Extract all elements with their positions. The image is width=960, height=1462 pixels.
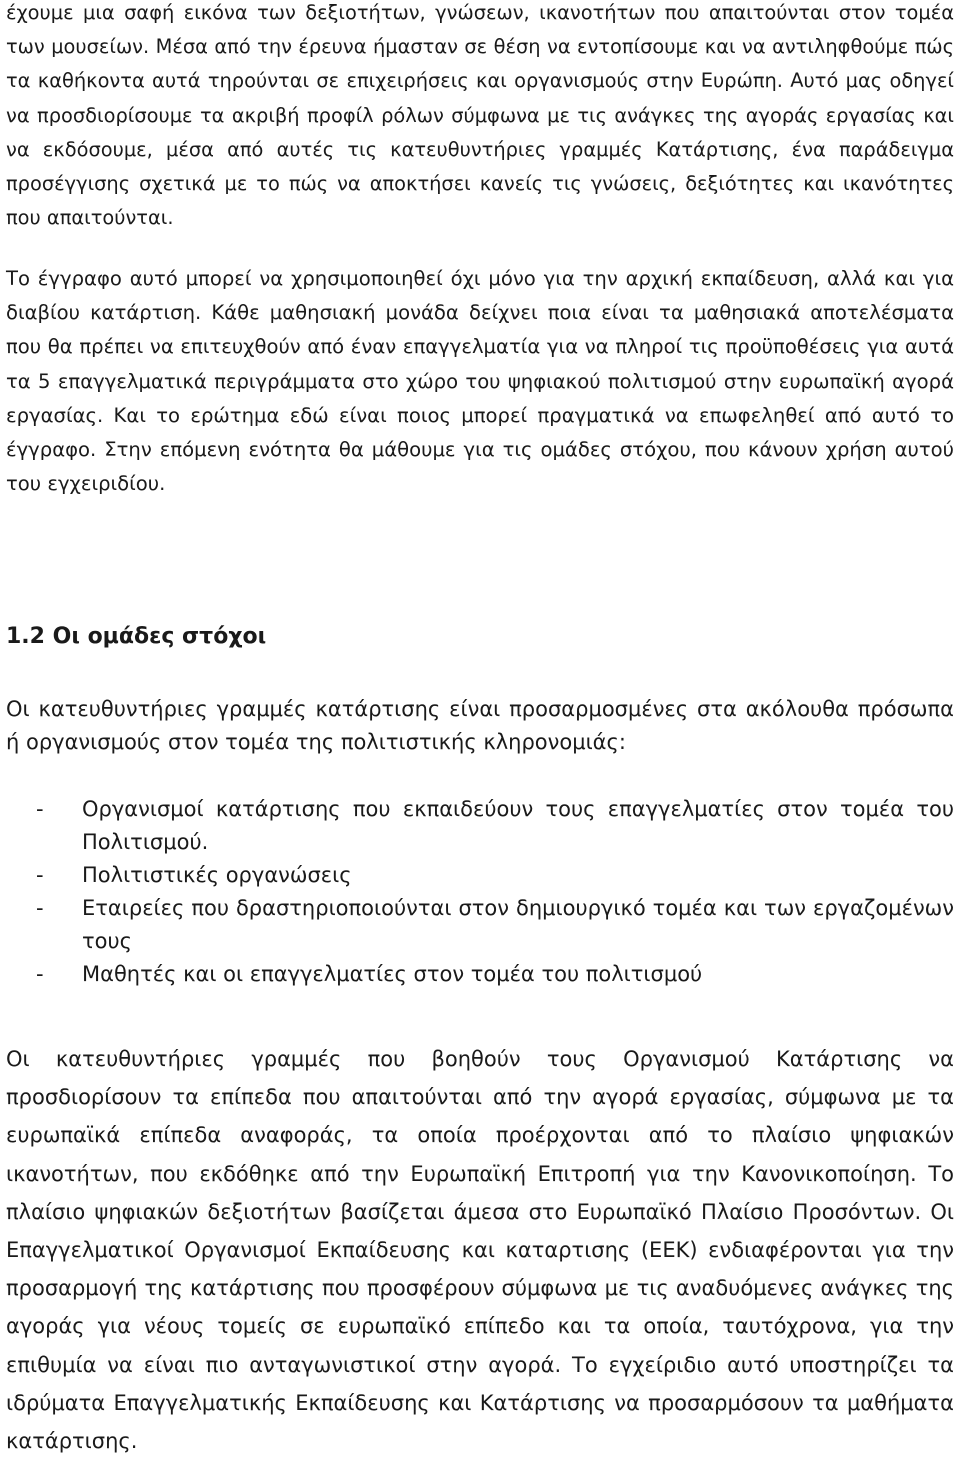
list-item-text: Εταιρείες που δραστηριοποιούνται στον δημιουργικό τομέα και των εργαζομένων τους <box>82 896 954 953</box>
list-item-text: Μαθητές και οι επαγγελματίες στον τομέα του πολιτισμού <box>82 962 703 986</box>
list-item <box>6 793 954 859</box>
list-item-text: Οργανισμοί κατάρτισης που εκπαιδεύουν τους επαγγελματίες στον τομέα του Πολιτισμού. <box>82 797 954 854</box>
bullet-dash: - <box>36 863 44 887</box>
bullet-dash: - <box>36 962 44 986</box>
paragraph-continuation: έχουμε μια σαφή εικόνα των δεξιοτήτων, γνώσεων, ικανοτήτων που απαιτούνται στον τομέα των μουσείων. Μέσα από την έρευνα ήμασταν σε θέση να εντοπίσουμε και να αντιληφθούμε πώς τα καθήκοντα αυτά τηρούνται σε επιχειρήσεις και οργανισμούς στην Ευρώπη. Αυτό μας οδηγεί να προσδιορίσουμε τα ακριβή προφίλ ρόλων σύμφωνα με τις ανάγκες της αγοράς εργασίας και να εκδόσουμε, μέσα από αυτές τις κατευθυντήριες γραμμές Κατάρτισης, ένα παράδειγμα προσέγγισης σχετικά με το πώς να αποκτήσει κανείς τις γνώσεις, δεξιότητες και ικανότητες που απαιτούνται. <box>6 1 954 230</box>
section-heading: 1.2 Οι ομάδες στόχοι <box>6 624 267 649</box>
list-item-text: Πολιτιστικές οργανώσεις <box>82 863 352 887</box>
paragraph-document-usage: Το έγγραφο αυτό μπορεί να χρησιμοποιηθεί όχι μόνο για την αρχική εκπαίδευση, αλλά και για διαβίου κατάρτιση. Κάθε μαθησιακή μονάδα δείχνει ποια είναι τα μαθησιακά αποτελέσματα που θα πρέπει να επιτευχθούν από έναν επαγγελματία για να πληροί τις προϋποθέσεις για αυτά τα 5 επαγγελματικά περιγράμματα στο χώρο του ψηφιακού πολιτισμού στην ευρωπαϊκή αγορά εργασίας. Και το ερώτημα εδώ είναι ποιος μπορεί πραγματικά να επωφεληθεί από αυτό το έγγραφο. Στην επόμενη ενότητα θα μάθουμε για τις ομάδες στόχου, που κάνουν χρήση αυτού του εγχειριδίου. <box>6 267 954 496</box>
list-item <box>6 892 954 958</box>
list-item <box>6 859 954 892</box>
paragraph-target-groups-intro: Οι κατευθυντήριες γραμμές κατάρτισης είναι προσαρμοσμένες στα ακόλουθα πρόσωπα ή οργανισμούς στον τομέα της πολιτιστικής κληρονομιάς: <box>6 697 954 754</box>
list-item <box>6 958 954 991</box>
paragraph-guidelines-purpose: Οι κατευθυντήριες γραμμές που βοηθούν τους Οργανισμού Κατάρτισης να προσδιορίσουν τα επίπεδα που απαιτούνται από την αγορά εργασίας, σύμφωνα με τα ευρωπαϊκά επίπεδα αναφοράς, τα οποία προέρχονται από το πλαίσιο ψηφιακών ικανοτήτων, που εκδόθηκε από την Ευρωπαϊκή Επιτροπή για την Κανονικοποίηση. Το πλαίσιο ψηφιακών δεξιοτήτων βασίζεται άμεσα στο Ευρωπαϊκό Πλαίσιο Προσόντων. Οι Επαγγελματικοί Οργανισμοί Εκπαίδευσης και καταρτισης (ΕΕΚ) ενδιαφέρονται για την προσαρμογή της κατάρτισης που προσφέρουν σύμφωνα με τις αναδυόμενες ανάγκες της αγοράς για νέους τομείς σε ευρωπαϊκό επίπεδο και τα οποία, ταυτόχρονα, για την επιθυμία να είναι πιο ανταγωνιστικοί στην αγορά. Το εγχείριδιο αυτό υποστηρίζει τα ιδρύματα Επαγγελματικής Εκπαίδευσης και Κατάρτισης να προσαρμόσουν τα μαθήματα κατάρτισης. <box>6 1047 954 1454</box>
target-groups-list <box>6 793 954 991</box>
bullet-dash: - <box>36 896 44 920</box>
bullet-dash: - <box>36 797 44 821</box>
